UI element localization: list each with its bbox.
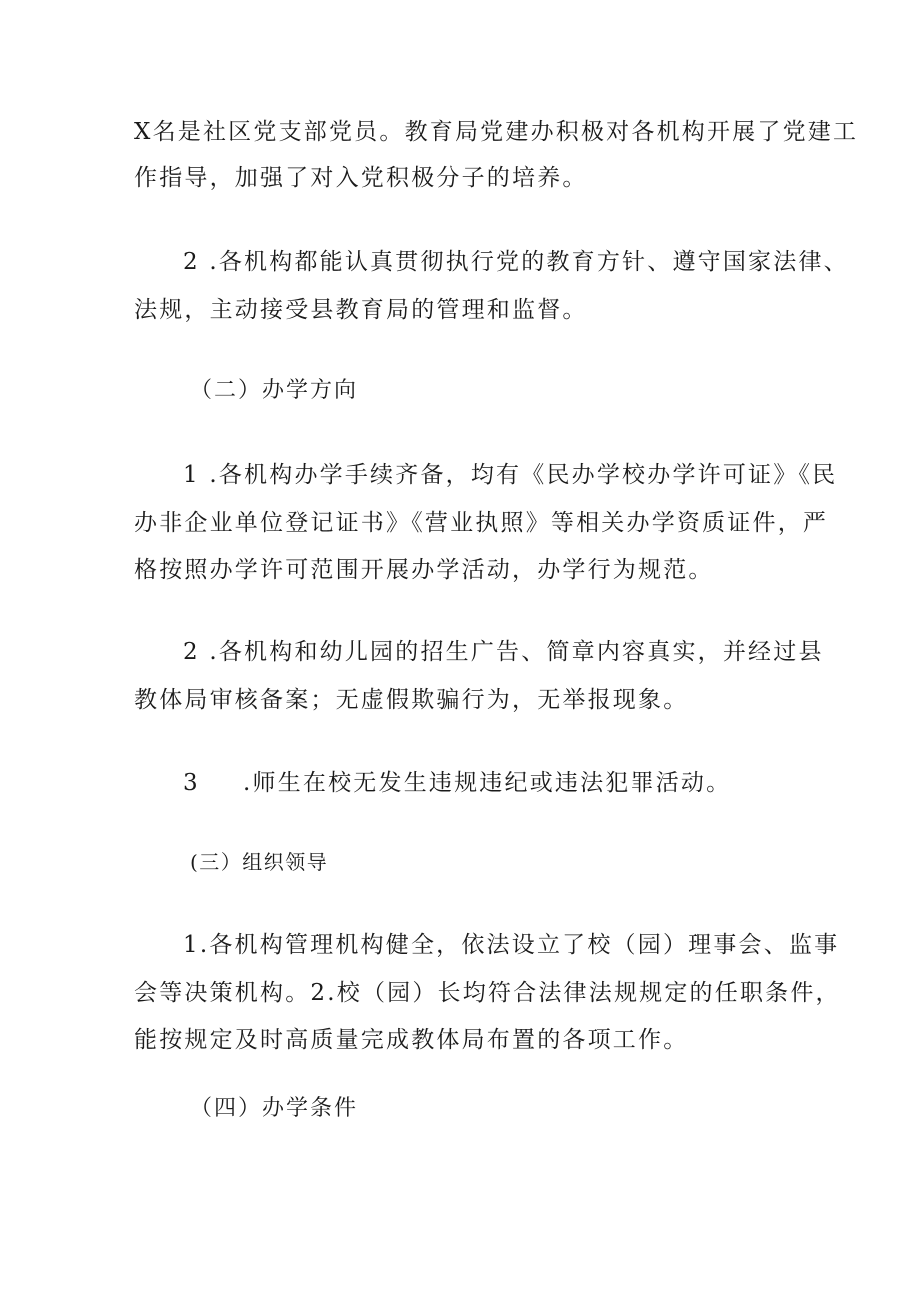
paragraph-line	[183, 768, 731, 798]
paragraph-line: 1 .各机构办学手续齐备，均有《民办学校办学许可证》《民	[183, 462, 838, 488]
paragraph-line: X名是社区党支部党员。教育局党建办积极对各机构开展了党建工	[134, 119, 859, 145]
section-heading-4: （四）办学条件	[190, 1096, 359, 1121]
paragraph-line: 会等决策机构。2.校（园）长均符合法律法规规定的任职条件，	[134, 980, 841, 1006]
paragraph-line: 1.各机构管理机构健全，依法设立了校（园）理事会、监事	[183, 932, 840, 958]
paragraph-line: 2 .各机构都能认真贯彻执行党的教育方针、遵守国家法律、	[183, 249, 849, 275]
paragraph-line: 2 .各机构和幼儿园的招生广告、简章内容真实，并经过县	[183, 639, 824, 665]
paragraph-line: 作指导，加强了对入党积极分子的培养。	[134, 165, 588, 191]
item-number: 3	[183, 770, 200, 796]
paragraph-line: 教体局审核备案；无虚假欺骗行为，无举报现象。	[134, 687, 689, 713]
section-heading-3: (三）组织领导	[190, 850, 329, 874]
item-text: .师生在校无发生违规违纪或违法犯罪活动。	[243, 770, 732, 796]
paragraph-line: 办非企业单位登记证书》《营业执照》等相关办学资质证件，严	[134, 510, 829, 536]
paragraph-line: 格按照办学许可范围开展办学活动，办学行为规范。	[134, 557, 714, 583]
paragraph-line: 能按规定及时高质量完成教体局布置的各项工作。	[134, 1027, 689, 1053]
section-heading-2: （二）办学方向	[190, 378, 359, 403]
paragraph-line: 法规，主动接受县教育局的管理和监督。	[134, 297, 588, 323]
